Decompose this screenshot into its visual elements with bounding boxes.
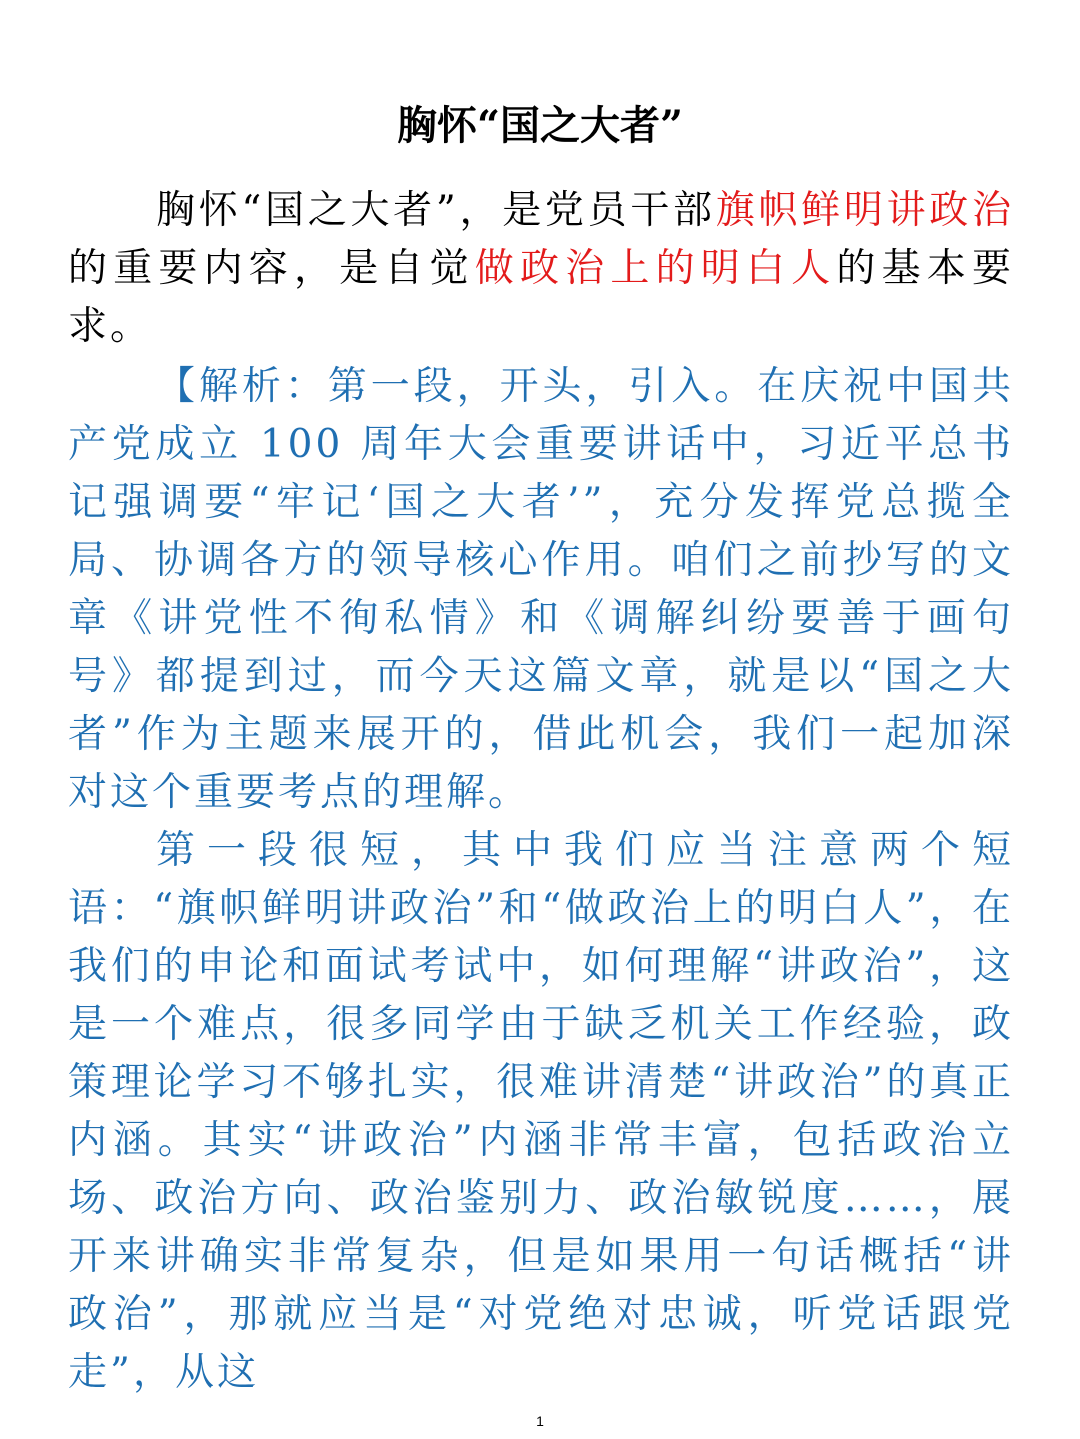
highlight-phrase-1: 旗帜鲜明讲政治	[715, 188, 1014, 233]
intro-text-2: 的重要内容，是自觉	[68, 246, 475, 291]
intro-text-1: 胸怀“国之大者”，是党员干部	[156, 188, 716, 233]
document-title: 胸怀“国之大者”	[396, 102, 683, 149]
intro-paragraph	[68, 182, 1014, 356]
highlight-phrase-2: 做政治上的明白人	[474, 246, 837, 291]
analysis-paragraph-2: 第一段很短，其中我们应当注意两个短语：“旗帜鲜明讲政治”和“做政治上的明白人”，在我们的申论和面试考试中，如何理解“讲政治”，这是一个难点，很多同学由于缺乏机关工作经验，政策理论学习不够扎实，很难讲清楚“讲政治”的真正内涵。其实“讲政治”内涵非常丰富，包括政治立场、政治方向、政治鉴别力、政治敏锐度……，展开来讲确实非常复杂，但是如果用一句话概括“讲政治”，那就应当是“对党绝对忠诚，听党话跟党走”，从这	[68, 828, 1014, 1395]
page-number: 1	[536, 1413, 544, 1429]
intro-text-3: 的基本要求。	[68, 246, 1014, 349]
analysis-paragraph-1: 【解析：第一段，开头，引入。在庆祝中国共产党成立 100 周年大会重要讲话中，习近平总书记强调要“牢记‘国之大者’”，充分发挥党总揽全局、协调各方的领导核心作用。咱们之前抄写的文章《讲党性不徇私情》和《调解纠纷要善于画句号》都提到过，而今天这篇文章，就是以“国之大者”作为主题来展开的，借此机会，我们一起加深对这个重要考点的理解。	[68, 364, 1014, 815]
